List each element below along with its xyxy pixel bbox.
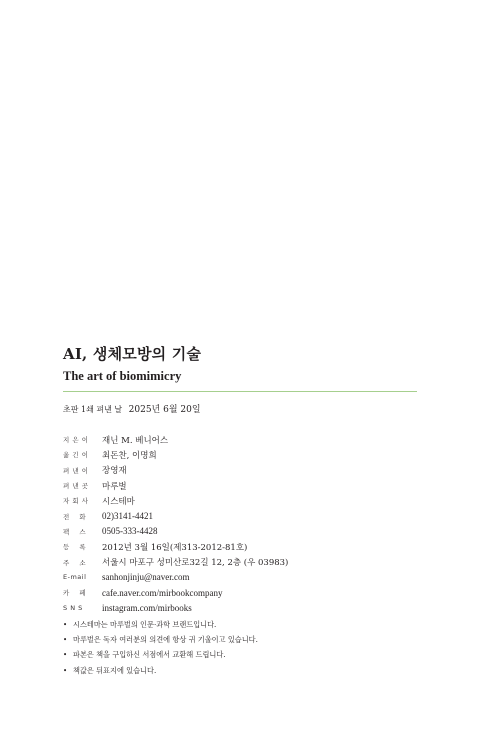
bullet-icon: •	[63, 651, 68, 660]
credit-label: 카 페	[63, 589, 90, 598]
credit-row-email	[63, 570, 288, 585]
credit-label: S N S	[63, 603, 83, 612]
bullet-icon: •	[63, 620, 68, 629]
credit-label: 팩 스	[63, 527, 90, 536]
bullet-icon: •	[63, 666, 68, 675]
credits-list	[63, 432, 288, 616]
note-item	[63, 648, 258, 663]
credit-row-subsidiary	[63, 493, 288, 508]
book-subtitle: The art of biomimicry	[63, 369, 182, 383]
credit-value: 최돈찬, 이명희	[102, 450, 157, 461]
credit-label: 자 회 사	[63, 497, 89, 506]
divider-line	[63, 391, 417, 392]
note-text: 책값은 뒤표지에 있습니다.	[73, 665, 157, 675]
credit-label: 펴 낸 곳	[63, 482, 89, 491]
notes-list	[63, 617, 258, 678]
credit-row-phone	[63, 508, 288, 523]
credit-value: sanhonjinju@naver.com	[102, 572, 190, 583]
credit-label: 전 화	[63, 512, 90, 521]
note-text: 마루벌은 독자 여러분의 의견에 항상 귀 기울이고 있습니다.	[73, 634, 258, 644]
credit-value: 0505-333-4428	[102, 526, 158, 537]
credit-row-sns	[63, 600, 288, 615]
credit-row-publishing-house	[63, 478, 288, 493]
credit-row-cafe	[63, 585, 288, 600]
credit-row-publisher	[63, 463, 288, 478]
credit-value: 시스테마	[102, 496, 135, 507]
edition-line	[63, 404, 201, 416]
credit-row-fax	[63, 524, 288, 539]
credit-value: cafe.naver.com/mirbookcompany	[102, 587, 223, 598]
note-text: 파본은 책을 구입하신 서점에서 교환해 드립니다.	[73, 650, 226, 660]
credit-row-address	[63, 554, 288, 569]
credit-label: 지 은 이	[63, 436, 89, 445]
credit-label: 주 소	[63, 558, 90, 567]
note-item	[63, 632, 258, 647]
credit-value: 서울시 마포구 성미산로32길 12, 2층 (우 03983)	[102, 558, 289, 569]
edition-date: 2025년 6월 20일	[128, 405, 201, 415]
credit-value: instagram.com/mirbooks	[102, 602, 192, 613]
credit-row-registration	[63, 539, 288, 554]
note-item	[63, 663, 258, 678]
edition-label: 초판 1쇄 펴낸 날	[63, 405, 123, 414]
credit-label: E-mail	[63, 573, 87, 582]
credit-label: 펴 낸 이	[63, 466, 89, 475]
note-item	[63, 617, 258, 632]
credit-row-translator	[63, 447, 288, 462]
credit-value: 재닌 M. 베니어스	[102, 435, 169, 446]
credit-value: 마루벌	[102, 481, 127, 492]
book-title: AI, 생체모방의 기술	[63, 345, 202, 363]
credit-value: 장영재	[102, 466, 127, 477]
note-text: 시스테마는 마루벌의 인문·과학 브랜드입니다.	[73, 619, 217, 629]
bullet-icon: •	[63, 635, 68, 644]
credit-label: 등 록	[63, 543, 90, 552]
credit-row-author	[63, 432, 288, 447]
credit-value: 02)3141-4421	[102, 511, 153, 522]
credit-label: 옮 긴 이	[63, 451, 89, 460]
credit-value: 2012년 3월 16일(제313-2012-81호)	[102, 542, 248, 553]
title-block	[63, 344, 201, 384]
